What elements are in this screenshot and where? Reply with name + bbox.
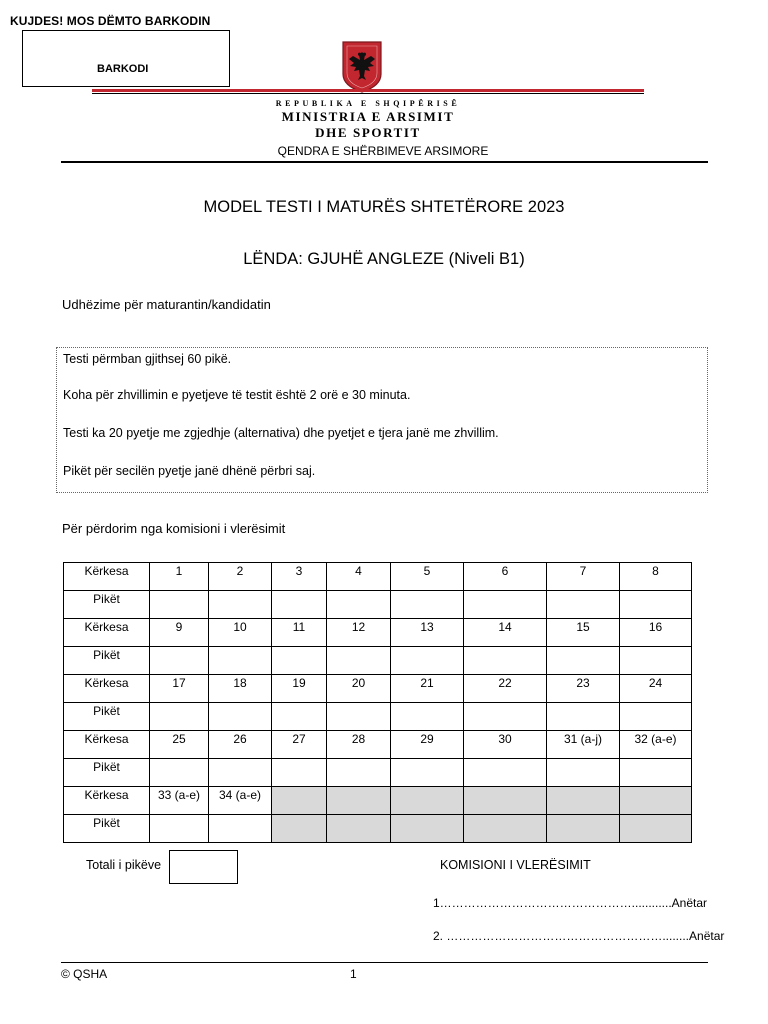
task-number-cell: 11 bbox=[272, 619, 327, 647]
points-entry-cell[interactable] bbox=[391, 759, 464, 787]
exam-title: MODEL TESTI I MATURËS SHTETËRORE 2023 bbox=[203, 198, 565, 216]
total-points-label: Totali i pikëve bbox=[86, 858, 162, 872]
instruction-points-note: Pikët për secilën pyetje janë dhënë përbri saj. bbox=[63, 464, 316, 478]
task-number-cell: 7 bbox=[547, 563, 620, 591]
scoring-task-row bbox=[64, 675, 692, 703]
task-number-cell: 18 bbox=[209, 675, 272, 703]
task-number-cell: 29 bbox=[391, 731, 464, 759]
guidelines-heading: Udhëzime për maturantin/kandidatin bbox=[62, 297, 271, 312]
footer-divider bbox=[61, 962, 708, 963]
task-number-cell: 26 bbox=[209, 731, 272, 759]
points-entry-cell[interactable] bbox=[272, 647, 327, 675]
points-entry-cell[interactable] bbox=[547, 703, 620, 731]
task-number-cell: 16 bbox=[620, 619, 692, 647]
unused-cell bbox=[327, 787, 391, 815]
task-number-cell: 1 bbox=[150, 563, 209, 591]
points-row-label: Pikët bbox=[64, 703, 150, 731]
points-entry-cell[interactable] bbox=[620, 703, 692, 731]
points-row-label: Pikët bbox=[64, 591, 150, 619]
points-entry-cell[interactable] bbox=[327, 647, 391, 675]
task-number-cell: 3 bbox=[272, 563, 327, 591]
task-number-cell: 15 bbox=[547, 619, 620, 647]
barcode-box bbox=[22, 30, 230, 87]
task-number-cell: 25 bbox=[150, 731, 209, 759]
barcode-warning: KUJDES! MOS DËMTO BARKODIN bbox=[10, 14, 211, 28]
instruction-question-types: Testi ka 20 pyetje me zgjedhje (alternativa) dhe pyetjet e tjera janë me zhvillim. bbox=[63, 426, 499, 440]
task-number-cell: 24 bbox=[620, 675, 692, 703]
task-number-cell: 31 (a-j) bbox=[547, 731, 620, 759]
task-number-cell: 20 bbox=[327, 675, 391, 703]
ministry-name-line-2: DHE SPORTIT bbox=[315, 125, 421, 140]
points-entry-cell[interactable] bbox=[327, 759, 391, 787]
task-number-cell: 5 bbox=[391, 563, 464, 591]
agency-name: QENDRA E SHËRBIMEVE ARSIMORE bbox=[277, 144, 489, 158]
task-number-cell: 10 bbox=[209, 619, 272, 647]
scoring-task-row bbox=[64, 563, 692, 591]
scoring-points-row bbox=[64, 647, 692, 675]
points-entry-cell[interactable] bbox=[620, 647, 692, 675]
scoring-points-row bbox=[64, 591, 692, 619]
task-number-cell: 21 bbox=[391, 675, 464, 703]
unused-cell bbox=[547, 815, 620, 843]
points-entry-cell[interactable] bbox=[464, 647, 547, 675]
unused-cell bbox=[272, 787, 327, 815]
scoring-table bbox=[63, 562, 692, 843]
task-number-cell: 34 (a-e) bbox=[209, 787, 272, 815]
task-number-cell: 27 bbox=[272, 731, 327, 759]
points-entry-cell[interactable] bbox=[547, 591, 620, 619]
unused-cell bbox=[391, 787, 464, 815]
task-row-label: Kërkesa bbox=[64, 619, 150, 647]
points-entry-cell[interactable] bbox=[464, 759, 547, 787]
points-entry-cell[interactable] bbox=[547, 647, 620, 675]
points-entry-cell[interactable] bbox=[209, 647, 272, 675]
instruction-duration: Koha për zhvillimin e pyetjeve të testit është 2 orë e 30 minuta. bbox=[63, 388, 411, 402]
task-number-cell: 8 bbox=[620, 563, 692, 591]
scoring-task-row bbox=[64, 619, 692, 647]
task-number-cell: 32 (a-e) bbox=[620, 731, 692, 759]
commission-member-2: 2. ………………………………………………........Anëtar bbox=[433, 929, 725, 943]
instruction-total-points: Testi përmban gjithsej 60 pikë. bbox=[63, 352, 232, 366]
scoring-task-row bbox=[64, 787, 692, 815]
barcode-label: BARKODI bbox=[97, 63, 149, 75]
scoring-task-row bbox=[64, 731, 692, 759]
header-red-rule bbox=[92, 89, 644, 92]
exam-subject: LËNDA: GJUHË ANGLEZE (Niveli B1) bbox=[243, 250, 525, 268]
unused-cell bbox=[620, 815, 692, 843]
task-row-label: Kërkesa bbox=[64, 731, 150, 759]
points-entry-cell[interactable] bbox=[150, 591, 209, 619]
points-entry-cell[interactable] bbox=[620, 591, 692, 619]
commission-heading: KOMISIONI I VLERËSIMIT bbox=[440, 858, 591, 872]
task-row-label: Kërkesa bbox=[64, 787, 150, 815]
points-entry-cell[interactable] bbox=[391, 591, 464, 619]
task-number-cell: 13 bbox=[391, 619, 464, 647]
task-number-cell: 6 bbox=[464, 563, 547, 591]
scoring-points-row bbox=[64, 759, 692, 787]
points-entry-cell[interactable] bbox=[391, 703, 464, 731]
header-dark-rule bbox=[92, 93, 644, 94]
albanian-eagle-emblem-icon bbox=[341, 40, 383, 94]
unused-cell bbox=[464, 787, 547, 815]
points-entry-cell[interactable] bbox=[327, 591, 391, 619]
points-entry-cell[interactable] bbox=[150, 759, 209, 787]
scoring-heading: Për përdorim nga komisioni i vlerësimit bbox=[62, 521, 286, 536]
task-number-cell: 9 bbox=[150, 619, 209, 647]
points-entry-cell[interactable] bbox=[547, 759, 620, 787]
instructions-box bbox=[56, 347, 708, 493]
commission-member-1: 1…………………………………………............Anëtar bbox=[433, 896, 708, 910]
task-number-cell: 33 (a-e) bbox=[150, 787, 209, 815]
task-row-label: Kërkesa bbox=[64, 563, 150, 591]
unused-cell bbox=[464, 815, 547, 843]
task-number-cell: 4 bbox=[327, 563, 391, 591]
points-entry-cell[interactable] bbox=[150, 703, 209, 731]
ministry-name: MINISTRIA E ARSIMIT bbox=[281, 109, 455, 124]
unused-cell bbox=[272, 815, 327, 843]
republic-name: REPUBLIKA E SHQIPËRISË bbox=[275, 99, 461, 108]
unused-cell bbox=[327, 815, 391, 843]
points-entry-cell[interactable] bbox=[327, 703, 391, 731]
points-entry-cell[interactable] bbox=[209, 815, 272, 843]
header-divider bbox=[61, 161, 708, 163]
task-number-cell: 28 bbox=[327, 731, 391, 759]
unused-cell bbox=[391, 815, 464, 843]
copyright: © QSHA bbox=[61, 967, 108, 981]
page-number: 1 bbox=[350, 967, 357, 981]
scoring-points-row bbox=[64, 703, 692, 731]
total-points-box[interactable] bbox=[169, 850, 238, 884]
points-entry-cell[interactable] bbox=[209, 591, 272, 619]
points-entry-cell[interactable] bbox=[150, 815, 209, 843]
task-number-cell: 2 bbox=[209, 563, 272, 591]
task-number-cell: 30 bbox=[464, 731, 547, 759]
points-entry-cell[interactable] bbox=[464, 703, 547, 731]
task-number-cell: 14 bbox=[464, 619, 547, 647]
task-number-cell: 22 bbox=[464, 675, 547, 703]
points-entry-cell[interactable] bbox=[150, 647, 209, 675]
task-number-cell: 19 bbox=[272, 675, 327, 703]
points-entry-cell[interactable] bbox=[620, 759, 692, 787]
task-number-cell: 17 bbox=[150, 675, 209, 703]
unused-cell bbox=[620, 787, 692, 815]
points-row-label: Pikët bbox=[64, 759, 150, 787]
points-entry-cell[interactable] bbox=[464, 591, 547, 619]
task-number-cell: 12 bbox=[327, 619, 391, 647]
points-entry-cell[interactable] bbox=[391, 647, 464, 675]
task-number-cell: 23 bbox=[547, 675, 620, 703]
points-entry-cell[interactable] bbox=[209, 703, 272, 731]
points-entry-cell[interactable] bbox=[272, 591, 327, 619]
points-entry-cell[interactable] bbox=[209, 759, 272, 787]
scoring-points-row bbox=[64, 815, 692, 843]
points-entry-cell[interactable] bbox=[272, 759, 327, 787]
task-row-label: Kërkesa bbox=[64, 675, 150, 703]
points-entry-cell[interactable] bbox=[272, 703, 327, 731]
points-row-label: Pikët bbox=[64, 815, 150, 843]
unused-cell bbox=[547, 787, 620, 815]
points-row-label: Pikët bbox=[64, 647, 150, 675]
